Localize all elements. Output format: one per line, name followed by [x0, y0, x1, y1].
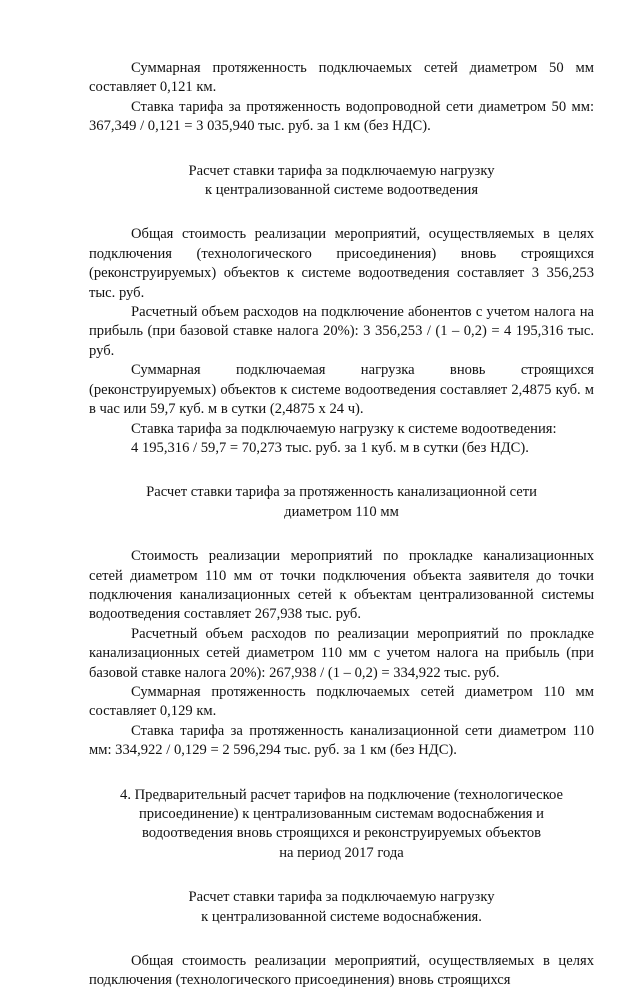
heading-water-load-line1: Расчет ставки тарифа за подключаемую нагрузку: [188, 889, 495, 906]
paragraph-total-cost-sewer: Общая стоимость реализации мероприятий, осуществляемых в целях подключения (технологического присоединения) вновь строящихся (реконструируемых) объектов к системе водоотведения составляет 3 356,253 тыс. руб.: [89, 226, 594, 301]
paragraph-tariff-load-sewer-formula: 4 195,316 / 59,7 = 70,273 тыс. руб. за 1 куб. м в сутки (без НДС).: [131, 439, 529, 456]
document-body: [89, 59, 594, 991]
paragraph-tariff-sewer-110mm: Ставка тарифа за протяженность канализационной сети диаметром 110 мм: 334,922 / 0,129 = 2 596,294 тыс. руб. за 1 км (без НДС).: [89, 722, 594, 759]
paragraph-tariff-load-sewer-label: Ставка тарифа за подключаемую нагрузку к системе водоотведения:: [131, 420, 557, 437]
paragraph-expense-sewer-110mm: Расчетный объем расходов по реализации мероприятий по прокладке канализационных сетей диаметром 110 мм с учетом налога на прибыль (при базовой ставке налога 20%): 267,938 / (1 – 0,2) = 334,922 тыс. руб.: [89, 625, 594, 681]
paragraph-expense-volume-sewer: Расчетный объем расходов на подключение абонентов с учетом налога на прибыль (при базовой ставке налога 20%): 3 356,253 / (1 – 0,2) = 4 195,316 тыс. руб.: [89, 304, 594, 359]
paragraph-total-cost-water: Общая стоимость реализации мероприятий, осуществляемых в целях подключения (технологического присоединения) вновь строящихся: [89, 953, 594, 989]
section-4-heading-line2: присоединение) к централизованным системам водоснабжения и: [139, 806, 544, 822]
paragraph-total-length-110mm: Суммарная протяженность подключаемых сетей диаметром 110 мм составляет 0,129 км.: [89, 683, 594, 720]
heading-sewer-length-line1: Расчет ставки тарифа за протяженность канализационной сети: [146, 484, 537, 501]
heading-sewer-load-line2: к централизованной системе водоотведения: [204, 182, 479, 199]
paragraph-tariff-water-network-50mm: Ставка тарифа за протяженность водопроводной сети диаметром 50 мм: 367,349 / 0,121 = 3 035,940 тыс. руб. за 1 км (без НДС).: [89, 98, 594, 135]
paragraph-total-load-sewer: Суммарная подключаемая нагрузка вновь строящихся (реконструируемых) объектов к системе водоотведения составляет 2,4875 куб. м в час или 59,7 куб. м в сутки (2,4875 х 24 ч).: [89, 362, 594, 418]
paragraph-total-length-50mm: Суммарная протяженность подключаемых сетей диаметром 50 мм составляет 0,121 км.: [89, 60, 594, 96]
section-4-heading-line3: водоотведения вновь строящихся и реконструируемых объектов: [141, 825, 542, 842]
section-4-heading-line4: на период 2017 года: [279, 844, 404, 861]
heading-sewer-load-line1: Расчет ставки тарифа за подключаемую нагрузку: [188, 162, 495, 179]
heading-water-load-line2: к централизованной системе водоснабжения.: [201, 908, 482, 925]
paragraph-cost-sewer-110mm: Стоимость реализации мероприятий по прокладке канализационных сетей диаметром 110 мм от точки подключения объекта заявителя до точки подключения канализационных сетей к объектам централизованной системы водоотведения составляет 267,938 тыс. руб.: [89, 548, 594, 623]
section-4-heading-line1: 4. Предварительный расчет тарифов на подключение (технологическое: [120, 786, 563, 803]
heading-sewer-length-line2: диаметром 110 мм: [284, 503, 399, 520]
